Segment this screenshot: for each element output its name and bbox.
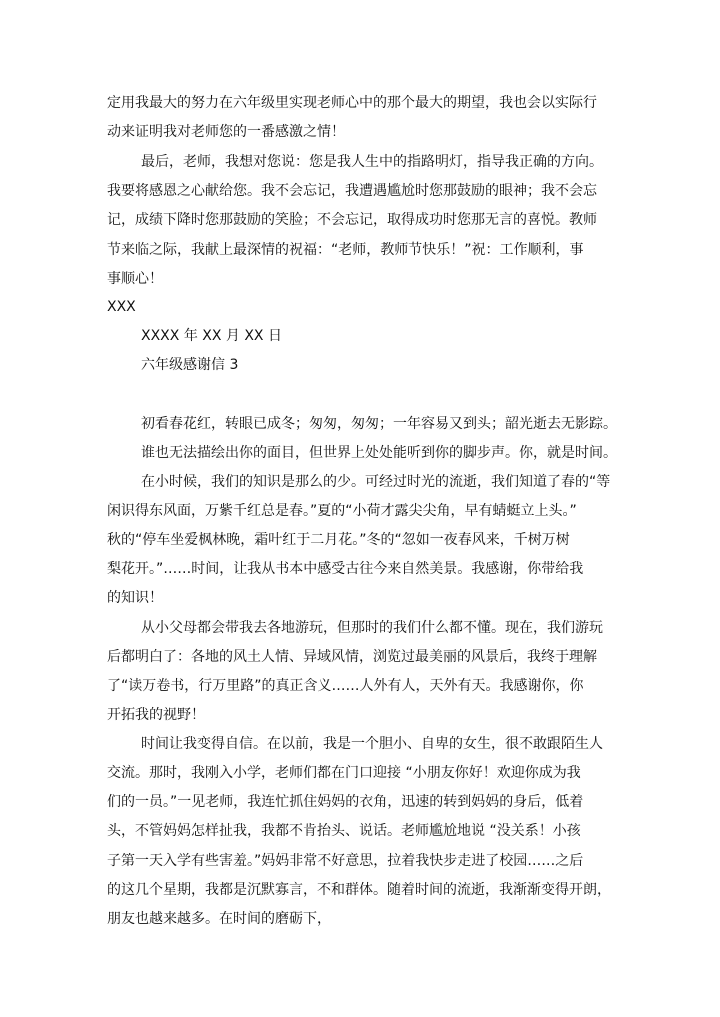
- paragraph-line: 记，成绩下降时您那鼓励的笑脸；不会忘记，取得成功时您那无言的喜悦。教师: [107, 212, 597, 228]
- paragraph-line: 子第一天入学有些害羞。”妈妈非常不好意思，拉着我快步走进了校园……之后: [107, 853, 584, 869]
- paragraph-line: 了“读万卷书，行万里路”的真正含义……人外有人，天外有天。我感谢你，你: [107, 678, 584, 694]
- paragraph-line: 梨花开。”……时间，让我从书本中感受古往今来自然美景。我感谢，你带给我: [107, 561, 584, 577]
- paragraph-line: 定用我最大的努力在六年级里实现老师心中的那个最大的期望，我也会以实际行: [107, 95, 597, 111]
- paragraph-line: 的知识！: [107, 590, 163, 606]
- paragraph-line: 谁也无法描绘出你的面目，但世界上处处能听到你的脚步声。你，就是时间。: [141, 445, 617, 461]
- paragraph-line: 秋的“停车坐爱枫林晚，霜叶红于二月花。”冬的“忽如一夜春风来，千树万树: [107, 532, 570, 548]
- paragraph-line: 头，不管妈妈怎样扯我，我都不肯抬头、说话。老师尴尬地说 “没关系！小孩: [107, 823, 581, 839]
- paragraph-line: 交流。那时，我刚入小学，老师们都在门口迎接 “小朋友你好！欢迎你成为我: [107, 765, 581, 781]
- paragraph-line: 朋友也越来越多。在时间的磨砺下，: [107, 911, 331, 927]
- paragraph-line: 在小时候，我们的知识是那么的少。可经过时光的流逝，我们知道了春的“等: [141, 474, 611, 490]
- paragraph-line: 闲识得东风面，万紫千红总是春。”夏的“小荷才露尖尖角，早有蜻蜓立上头。”: [107, 503, 577, 519]
- paragraph-line: 时间让我变得自信。在以前，我是一个胆小、自卑的女生，很不敢跟陌生人: [141, 736, 603, 752]
- paragraph-line: 们的一员。”一见老师，我连忙抓住妈妈的衣角，迅速的转到妈妈的身后，低着: [107, 794, 584, 810]
- paragraph-line: 后都明白了：各地的风土人情、异域风情，浏览过最美丽的风景后，我终于理解: [107, 649, 597, 665]
- section-heading: 六年级感谢信 3: [141, 357, 239, 373]
- paragraph-line: 的这几个星期，我都是沉默寡言，不和群体。随着时间的流逝，我渐渐变得开朗，: [107, 882, 611, 898]
- paragraph-line: 动来证明我对老师您的一番感激之情！: [107, 124, 345, 140]
- signature-name: XXX: [107, 299, 136, 315]
- paragraph-line: 事顺心！: [107, 271, 163, 287]
- signature-date: XXXX 年 XX 月 XX 日: [141, 328, 282, 344]
- paragraph-line: 开拓我的视野！: [107, 707, 205, 723]
- paragraph-line: 从小父母都会带我去各地游玩，但那时的我们什么都不懂。现在，我们游玩: [141, 620, 603, 636]
- paragraph-line: 我要将感恩之心献给您。我不会忘记，我遭遇尴尬时您那鼓励的眼神；我不会忘: [107, 183, 597, 199]
- paragraph-line: 初看春花红，转眼已成冬；匆匆，匆匆；一年容易又到头；韶光逝去无影踪。: [141, 416, 617, 432]
- paragraph-line: 最后，老师，我想对您说：您是我人生中的指路明灯，指导我正确的方向。: [141, 154, 603, 170]
- paragraph-line: 节来临之际，我献上最深情的祝福：“老师，教师节快乐！”祝：工作顺利，事: [107, 242, 584, 258]
